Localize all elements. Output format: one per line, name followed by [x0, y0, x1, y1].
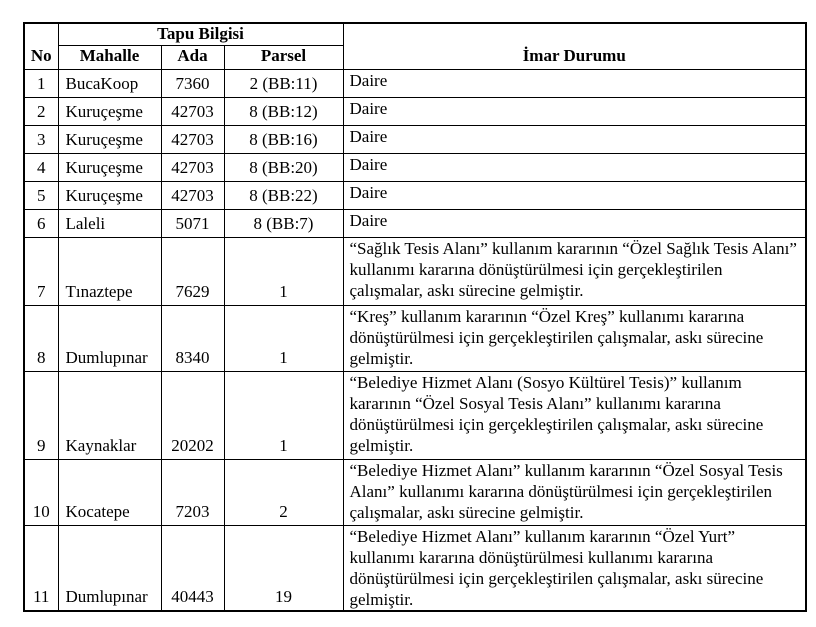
cell-imar-durumu: “Belediye Hizmet Alanı” kullanım kararının “Özel Sosyal Tesis Alanı” kullanımı kararına dönüştürülmesi için gerçekleştirilen çalışmalar, askı sürecine gelmiştir.: [343, 460, 806, 526]
cell-no: 5: [24, 182, 58, 210]
cell-no: 1: [24, 70, 58, 98]
cell-no: 7: [24, 238, 58, 306]
cell-no: 4: [24, 154, 58, 182]
cell-imar-durumu: Daire: [343, 98, 806, 126]
cell-ada: 42703: [161, 154, 224, 182]
header-tapu-bilgisi: Tapu Bilgisi: [58, 23, 343, 46]
cell-imar-durumu: Daire: [343, 70, 806, 98]
table-row: [24, 126, 806, 154]
cell-ada: 8340: [161, 306, 224, 372]
header-mahalle: Mahalle: [58, 46, 161, 70]
cell-no: 11: [24, 526, 58, 612]
cell-parsel: 1: [224, 306, 343, 372]
cell-mahalle: Kocatepe: [58, 460, 161, 526]
table-row: [24, 460, 806, 526]
table-row: [24, 154, 806, 182]
cell-parsel: 1: [224, 372, 343, 460]
cell-no: 3: [24, 126, 58, 154]
header-imar-durumu: İmar Durumu: [343, 23, 806, 70]
cell-mahalle: Kuruçeşme: [58, 98, 161, 126]
cell-parsel: 8 (BB:7): [224, 210, 343, 238]
cell-mahalle: Tınaztepe: [58, 238, 161, 306]
header-no: No: [24, 23, 58, 70]
cell-imar-durumu: “Kreş” kullanım kararının “Özel Kreş” kullanımı kararına dönüştürülmesi için gerçekleştirilen çalışmalar, askı sürecine gelmiştir.: [343, 306, 806, 372]
table-row: [24, 98, 806, 126]
cell-no: 8: [24, 306, 58, 372]
cell-parsel: 19: [224, 526, 343, 612]
table-row: [24, 210, 806, 238]
cell-mahalle: Dumlupınar: [58, 526, 161, 612]
cell-ada: 42703: [161, 126, 224, 154]
cell-parsel: 2 (BB:11): [224, 70, 343, 98]
table-row: [24, 70, 806, 98]
cell-ada: 7360: [161, 70, 224, 98]
cell-ada: 42703: [161, 98, 224, 126]
cell-ada: 42703: [161, 182, 224, 210]
cell-mahalle: Kuruçeşme: [58, 126, 161, 154]
cell-no: 9: [24, 372, 58, 460]
zoning-status-table: [23, 22, 807, 612]
cell-ada: 40443: [161, 526, 224, 612]
cell-parsel: 1: [224, 238, 343, 306]
cell-ada: 5071: [161, 210, 224, 238]
cell-no: 10: [24, 460, 58, 526]
table-row: [24, 306, 806, 372]
cell-mahalle: Laleli: [58, 210, 161, 238]
cell-mahalle: Kuruçeşme: [58, 154, 161, 182]
cell-imar-durumu: “Belediye Hizmet Alanı (Sosyo Kültürel Tesis)” kullanım kararının “Özel Sosyal Tesis Alanı” kullanımı kararına dönüştürülmesi için gerçekleştirilen çalışmalar, askı sürecine gelmiştir.: [343, 372, 806, 460]
header-parsel: Parsel: [224, 46, 343, 70]
cell-ada: 7629: [161, 238, 224, 306]
cell-imar-durumu: “Belediye Hizmet Alanı” kullanım kararının “Özel Yurt” kullanımı kararına dönüştürülmesi kullanımı kararına dönüştürülmesi için gerçekleştirilen çalışmalar, askı sürecine gelmiştir.: [343, 526, 806, 612]
cell-parsel: 2: [224, 460, 343, 526]
cell-mahalle: Dumlupınar: [58, 306, 161, 372]
cell-mahalle: Kaynaklar: [58, 372, 161, 460]
cell-imar-durumu: Daire: [343, 210, 806, 238]
table-row: [24, 182, 806, 210]
cell-imar-durumu: Daire: [343, 126, 806, 154]
cell-ada: 7203: [161, 460, 224, 526]
cell-imar-durumu: Daire: [343, 182, 806, 210]
cell-imar-durumu: Daire: [343, 154, 806, 182]
table-row: [24, 238, 806, 306]
cell-parsel: 8 (BB:12): [224, 98, 343, 126]
cell-parsel: 8 (BB:22): [224, 182, 343, 210]
cell-mahalle: Kuruçeşme: [58, 182, 161, 210]
cell-no: 6: [24, 210, 58, 238]
cell-imar-durumu: “Sağlık Tesis Alanı” kullanım kararının “Özel Sağlık Tesis Alanı” kullanımı kararına dönüştürülmesi için gerçekleştirilen çalışmalar, askı sürecine gelmiştir.: [343, 238, 806, 306]
header-ada: Ada: [161, 46, 224, 70]
cell-no: 2: [24, 98, 58, 126]
table-row: [24, 372, 806, 460]
cell-parsel: 8 (BB:16): [224, 126, 343, 154]
cell-ada: 20202: [161, 372, 224, 460]
cell-parsel: 8 (BB:20): [224, 154, 343, 182]
header-row-top: [24, 23, 806, 46]
cell-mahalle: BucaKoop: [58, 70, 161, 98]
table-row: [24, 526, 806, 612]
